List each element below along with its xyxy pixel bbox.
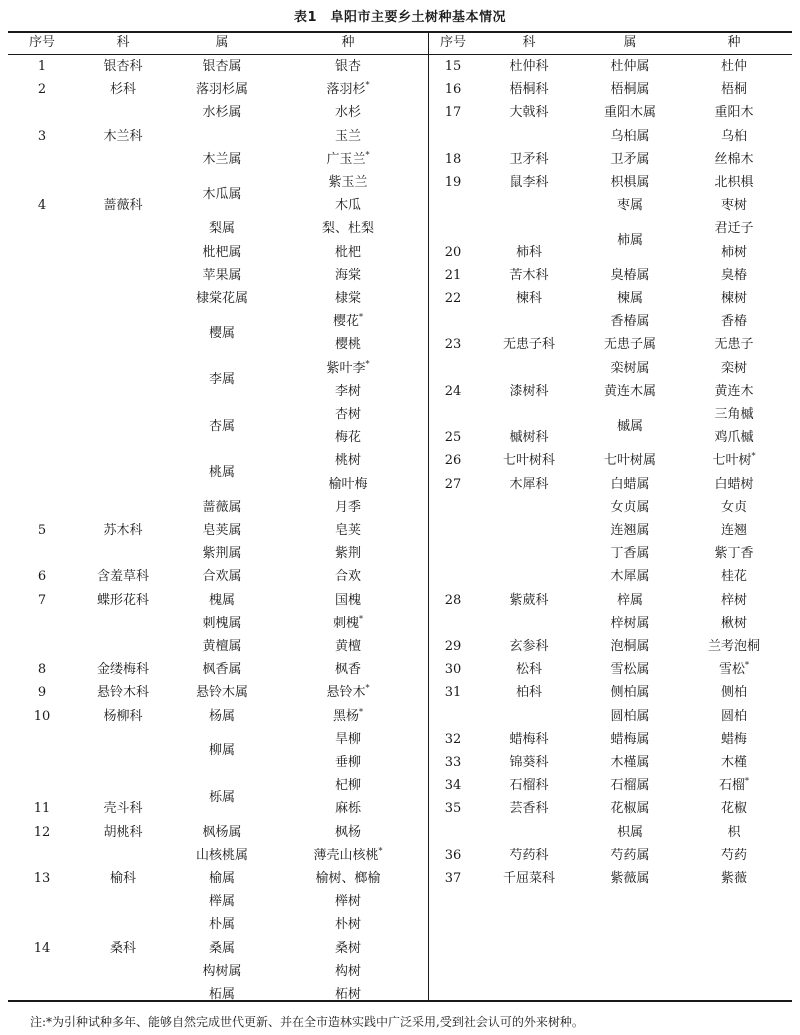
- right-no-cell: 17: [444, 105, 462, 121]
- left-species-cell: 国槐: [334, 592, 361, 608]
- right-genus-cell: 木槿属: [610, 755, 650, 770]
- left-genus-cell: 梨属: [208, 221, 235, 237]
- left-genus-cell: 水杉属: [202, 105, 242, 121]
- right-genus-cell: 无患子属: [603, 337, 656, 353]
- right-genus-cell: 七叶树属: [603, 453, 656, 469]
- left-genus-cell: 刺槐属: [202, 615, 242, 631]
- right-species-cell: 臭椿: [720, 267, 747, 283]
- right-family-cell: 紫葳科: [509, 592, 549, 608]
- left-family-cell: 榆科: [109, 871, 136, 886]
- right-genus-cell: 枳椇属: [610, 175, 650, 190]
- right-no-cell: 22: [444, 291, 462, 306]
- left-species-cell: 枫香: [334, 662, 361, 678]
- left-genus-cell: 构树属: [202, 963, 242, 979]
- left-genus-cell: 樱属: [208, 325, 235, 341]
- right-genus-cell: 蜡梅属: [610, 731, 650, 747]
- left-species-cell: 杏树: [334, 407, 361, 422]
- left-genus-cell: 木兰属: [202, 151, 242, 167]
- right-species-cell: 楸树: [720, 615, 747, 631]
- left-genus-cell: 枫杨属: [202, 824, 242, 840]
- left-family-cell: 胡桃科: [103, 824, 143, 840]
- header-no-right: 序号: [439, 35, 466, 50]
- right-genus-cell: 泡桐属: [610, 639, 650, 654]
- left-species-cell: 麻栎: [334, 801, 361, 817]
- right-family-cell: 漆树科: [509, 383, 549, 399]
- right-species-cell: 无患子: [714, 337, 754, 353]
- table-footnote: 注:*为引种试种多年、能够自然完成世代更新、并在全市造林实践中广泛采用,受到社会认可的外来树种。: [30, 1015, 584, 1029]
- right-species-cell: 白蜡树: [714, 476, 754, 492]
- left-genus-cell: 银杏属: [202, 59, 242, 74]
- left-no-cell: 10: [33, 708, 51, 724]
- right-species-cell: 梓树: [720, 592, 747, 608]
- right-species-cell: 枳: [727, 824, 741, 840]
- header-family-left: 科: [116, 35, 130, 50]
- right-genus-cell: 梧桐属: [610, 82, 650, 98]
- left-species-cell: 银杏: [334, 59, 361, 74]
- right-species-cell: 紫薇: [720, 871, 747, 886]
- right-no-cell: 25: [444, 430, 462, 446]
- right-family-cell: 芸香科: [509, 801, 549, 817]
- left-genus-cell: 朴属: [208, 917, 235, 933]
- right-family-cell: 七叶树科: [502, 453, 555, 469]
- left-genus-cell: 栎属: [208, 789, 235, 805]
- right-no-cell: 26: [444, 453, 462, 469]
- left-species-cell: 朴树: [334, 917, 361, 933]
- left-genus-cell: 枫香属: [202, 662, 242, 678]
- left-genus-cell: 皂荚属: [202, 523, 242, 538]
- left-family-cell: 木兰科: [103, 128, 143, 144]
- left-species-cell: 旱柳: [334, 731, 361, 747]
- right-no-cell: 31: [444, 685, 462, 701]
- right-species-cell: 丝棉木: [714, 151, 754, 167]
- left-no-cell: 6: [37, 569, 47, 585]
- left-species-cell: 樱桃: [334, 337, 361, 353]
- right-genus-cell: 香椿属: [610, 314, 650, 330]
- left-family-cell: 蔷薇科: [103, 198, 143, 214]
- right-species-cell: 君迁子: [714, 221, 754, 237]
- right-species-cell: 楝树: [720, 291, 747, 306]
- right-family-cell: 杜仲科: [509, 59, 549, 74]
- right-no-cell: 20: [444, 244, 462, 260]
- right-no-cell: 32: [444, 731, 462, 747]
- left-genus-cell: 槐属: [208, 592, 235, 608]
- right-species-cell: 木槿: [720, 755, 747, 770]
- left-genus-cell: 李属: [208, 372, 235, 388]
- right-family-cell: 苦木科: [509, 267, 549, 283]
- left-species-cell: 紫荆: [334, 546, 361, 562]
- right-no-cell: 24: [444, 383, 462, 399]
- left-family-cell: 蝶形花科: [96, 592, 149, 608]
- right-genus-cell: 枳属: [616, 824, 643, 840]
- right-no-cell: 28: [444, 592, 462, 608]
- left-genus-cell: 合欢属: [202, 569, 242, 585]
- right-species-cell: 石榴*: [718, 776, 749, 794]
- left-no-cell: 9: [37, 685, 47, 701]
- left-no-cell: 5: [37, 523, 47, 538]
- right-no-cell: 36: [444, 847, 462, 863]
- left-genus-cell: 黄檀属: [202, 639, 242, 654]
- right-family-cell: 柏科: [515, 685, 542, 701]
- right-family-cell: 大戟科: [509, 105, 549, 121]
- left-species-cell: 樱花*: [332, 312, 363, 330]
- left-species-cell: 落羽杉*: [326, 80, 370, 98]
- right-genus-cell: 乌桕属: [610, 128, 650, 144]
- left-genus-cell: 悬铃木属: [195, 685, 248, 701]
- right-species-cell: 紫丁香: [714, 546, 754, 562]
- right-genus-cell: 雪松属: [610, 662, 650, 678]
- right-genus-cell: 枣属: [616, 198, 643, 214]
- left-species-cell: 黄檀: [334, 639, 361, 654]
- left-species-cell: 水杉: [334, 105, 361, 121]
- right-genus-cell: 圆柏属: [610, 708, 650, 724]
- left-species-cell: 合欢: [334, 569, 361, 585]
- right-species-cell: 花椒: [720, 801, 747, 817]
- left-species-cell: 玉兰: [334, 128, 361, 144]
- right-species-cell: 重阳木: [714, 105, 754, 121]
- header-no-left: 序号: [28, 35, 55, 50]
- left-no-cell: 7: [37, 592, 47, 608]
- right-genus-cell: 木犀属: [610, 569, 650, 585]
- right-species-cell: 栾树: [720, 360, 747, 376]
- right-species-cell: 柿树: [720, 244, 747, 260]
- right-family-cell: 石榴科: [509, 778, 549, 794]
- left-genus-cell: 棣棠花属: [195, 291, 248, 306]
- left-genus-cell: 榆属: [208, 871, 235, 886]
- left-family-cell: 银杏科: [103, 59, 143, 74]
- right-family-cell: 柿科: [515, 244, 542, 260]
- left-genus-cell: 桃属: [208, 465, 235, 480]
- left-species-cell: 紫玉兰: [328, 175, 368, 190]
- right-species-cell: 兰考泡桐: [707, 639, 760, 654]
- right-species-cell: 北枳椇: [714, 175, 754, 190]
- right-species-cell: 乌桕: [720, 128, 747, 144]
- right-species-cell: 香椿: [720, 314, 747, 330]
- left-species-cell: 紫叶李*: [326, 359, 370, 376]
- right-genus-cell: 黄连木属: [603, 383, 656, 399]
- right-family-cell: 无患子科: [502, 337, 555, 353]
- left-no-cell: 4: [37, 198, 47, 214]
- right-species-cell: 七叶树*: [712, 452, 756, 469]
- left-family-cell: 苏木科: [103, 523, 143, 538]
- table-bottom-rule: [8, 1000, 792, 1002]
- right-no-cell: 23: [444, 337, 462, 353]
- left-species-cell: 月季: [334, 499, 361, 515]
- left-species-cell: 构树: [334, 963, 361, 979]
- right-no-cell: 35: [444, 801, 462, 817]
- left-genus-cell: 桑属: [208, 940, 235, 956]
- right-genus-cell: 重阳木属: [603, 105, 656, 121]
- left-genus-cell: 苹果属: [202, 267, 242, 283]
- right-family-cell: 玄参科: [509, 639, 549, 654]
- right-no-cell: 18: [444, 151, 462, 167]
- right-genus-cell: 女贞属: [610, 499, 650, 515]
- right-species-cell: 三角槭: [714, 407, 754, 422]
- right-species-cell: 蜡梅: [720, 731, 747, 747]
- right-no-cell: 30: [444, 662, 462, 678]
- left-genus-cell: 木瓜属: [202, 186, 242, 202]
- right-no-cell: 15: [444, 59, 462, 74]
- left-genus-cell: 紫荆属: [202, 546, 242, 562]
- right-species-cell: 枣树: [720, 198, 747, 214]
- right-family-cell: 锦葵科: [509, 755, 549, 770]
- left-no-cell: 13: [33, 871, 51, 886]
- left-genus-cell: 枇杷属: [202, 244, 242, 260]
- left-species-cell: 刺槐*: [332, 614, 363, 631]
- left-species-cell: 广玉兰*: [326, 150, 370, 167]
- right-species-cell: 芍药: [720, 847, 747, 863]
- left-no-cell: 2: [37, 82, 47, 98]
- header-species-right: 种: [727, 35, 741, 50]
- right-no-cell: 34: [444, 778, 462, 794]
- left-family-cell: 悬铃木科: [96, 685, 149, 701]
- right-family-cell: 楝科: [515, 291, 542, 306]
- right-genus-cell: 臭椿属: [610, 267, 650, 283]
- header-genus-left: 属: [215, 35, 229, 50]
- left-family-cell: 桑科: [109, 940, 136, 956]
- left-species-cell: 榆叶梅: [328, 476, 368, 492]
- left-genus-cell: 杨属: [208, 708, 235, 724]
- right-family-cell: 松科: [515, 662, 542, 678]
- left-family-cell: 杨柳科: [103, 708, 143, 724]
- right-family-cell: 槭树科: [509, 430, 549, 446]
- right-genus-cell: 卫矛属: [610, 151, 650, 167]
- right-species-cell: 鸡爪槭: [714, 430, 754, 446]
- right-species-cell: 侧柏: [720, 685, 747, 701]
- left-species-cell: 梅花: [334, 430, 361, 446]
- left-no-cell: 8: [37, 662, 47, 678]
- right-no-cell: 27: [444, 476, 462, 492]
- right-family-cell: 梧桐科: [509, 82, 549, 98]
- left-family-cell: 金缕梅科: [96, 662, 149, 678]
- right-species-cell: 桂花: [720, 569, 747, 585]
- right-species-cell: 黄连木: [714, 383, 754, 399]
- left-species-cell: 桃树: [334, 453, 361, 469]
- left-species-cell: 棣棠: [334, 291, 361, 306]
- right-genus-cell: 楝属: [616, 291, 643, 306]
- right-genus-cell: 梓树属: [610, 615, 650, 631]
- right-species-cell: 圆柏: [720, 708, 747, 724]
- right-genus-cell: 连翘属: [610, 523, 650, 538]
- left-genus-cell: 柘属: [208, 987, 235, 1002]
- left-family-cell: 壳斗科: [103, 801, 143, 817]
- right-genus-cell: 侧柏属: [610, 685, 650, 701]
- left-genus-cell: 榉属: [208, 894, 235, 910]
- right-species-cell: 女贞: [720, 499, 747, 515]
- left-genus-cell: 杏属: [208, 418, 235, 434]
- right-genus-cell: 石榴属: [610, 778, 650, 794]
- header-genus-right: 属: [623, 35, 637, 50]
- right-no-cell: 21: [444, 267, 462, 283]
- left-genus-cell: 山核桃属: [195, 847, 248, 863]
- right-family-cell: 鼠李科: [509, 175, 549, 190]
- left-no-cell: 1: [37, 59, 47, 74]
- right-no-cell: 29: [444, 639, 462, 654]
- left-genus-cell: 蔷薇属: [202, 499, 242, 515]
- left-genus-cell: 柳属: [208, 743, 235, 759]
- left-species-cell: 木瓜: [334, 198, 361, 214]
- right-genus-cell: 紫薇属: [610, 871, 650, 886]
- left-no-cell: 12: [33, 824, 51, 840]
- right-no-cell: 37: [444, 871, 462, 886]
- left-species-cell: 杞柳: [334, 778, 361, 794]
- right-family-cell: 芍药科: [509, 847, 549, 863]
- left-species-cell: 垂柳: [334, 755, 361, 770]
- left-species-cell: 皂荚: [334, 523, 361, 538]
- right-family-cell: 千屈菜科: [502, 871, 555, 886]
- right-species-cell: 连翘: [720, 523, 747, 538]
- left-family-cell: 杉科: [109, 82, 136, 98]
- right-genus-cell: 柿属: [616, 233, 643, 248]
- left-species-cell: 悬铃木*: [326, 684, 370, 701]
- header-family-right: 科: [522, 35, 536, 50]
- right-genus-cell: 白蜡属: [610, 476, 650, 492]
- table-column-divider: [428, 31, 429, 1001]
- left-species-cell: 黑杨*: [332, 707, 363, 724]
- table-header-rule: [8, 54, 792, 55]
- right-species-cell: 雪松*: [718, 660, 749, 678]
- left-species-cell: 海棠: [334, 267, 361, 283]
- left-species-cell: 桑树: [334, 940, 361, 956]
- right-family-cell: 卫矛科: [509, 151, 549, 167]
- left-no-cell: 11: [33, 801, 51, 817]
- right-genus-cell: 芍药属: [610, 847, 650, 863]
- right-genus-cell: 丁香属: [610, 546, 650, 562]
- table-title: 表1 阜阳市主要乡土树种基本情况: [293, 10, 507, 25]
- right-no-cell: 33: [444, 755, 462, 770]
- left-species-cell: 李树: [334, 383, 361, 399]
- left-species-cell: 梨、杜梨: [321, 221, 374, 237]
- right-genus-cell: 杜仲属: [610, 59, 650, 74]
- right-family-cell: 蜡梅科: [509, 731, 549, 747]
- right-genus-cell: 花椒属: [610, 801, 650, 817]
- right-no-cell: 19: [444, 175, 462, 190]
- left-no-cell: 14: [33, 940, 51, 956]
- left-species-cell: 薄壳山核桃*: [313, 846, 383, 863]
- left-no-cell: 3: [37, 128, 47, 144]
- right-genus-cell: 栾树属: [610, 360, 650, 376]
- left-species-cell: 榆树、榔榆: [315, 871, 381, 886]
- left-species-cell: 榉树: [334, 894, 361, 910]
- right-genus-cell: 槭属: [616, 418, 643, 434]
- left-family-cell: 含羞草科: [96, 569, 149, 585]
- left-species-cell: 枫杨: [334, 824, 361, 840]
- right-genus-cell: 梓属: [616, 592, 643, 608]
- right-species-cell: 杜仲: [720, 59, 747, 74]
- right-species-cell: 梧桐: [720, 82, 747, 98]
- left-species-cell: 枇杷: [334, 244, 361, 260]
- right-family-cell: 木犀科: [509, 476, 549, 492]
- left-genus-cell: 落羽杉属: [195, 82, 248, 98]
- header-species-left: 种: [341, 35, 355, 50]
- left-species-cell: 柘树: [334, 987, 361, 1002]
- right-no-cell: 16: [444, 82, 462, 98]
